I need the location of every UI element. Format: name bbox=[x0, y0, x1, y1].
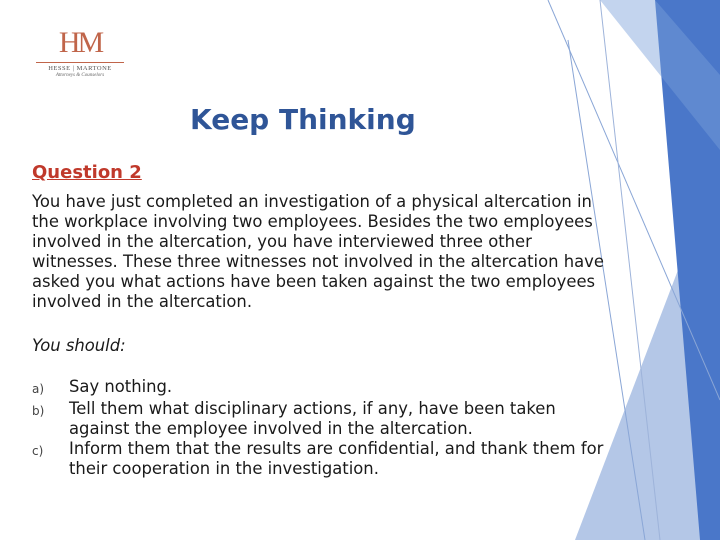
logo-firm-name: HESSE | MARTONE bbox=[36, 62, 124, 72]
option-marker: b) bbox=[32, 404, 45, 418]
question-label: Question 2 bbox=[32, 162, 142, 183]
option-marker: a) bbox=[32, 382, 45, 396]
prompt-text: You should: bbox=[32, 336, 126, 355]
option-b bbox=[32, 399, 607, 439]
option-a bbox=[32, 377, 607, 399]
logo-monogram: HM bbox=[58, 26, 102, 59]
answer-options bbox=[32, 377, 607, 479]
question-paragraph: You have just completed an investigation of a physical altercation in the workplace involving two employees. Besides the two employees involved in the altercation, you have interviewed three other witnesses. These three witnesses not involved in the altercation have asked you what actions have been taken against the two employees involved in the altercation. bbox=[32, 192, 604, 311]
slide-title: Keep Thinking bbox=[190, 103, 416, 136]
slide-body bbox=[32, 163, 607, 479]
option-text: Inform them that the results are confidential, and thank them for their cooperation in the investigation. bbox=[69, 439, 604, 478]
option-marker: c) bbox=[32, 444, 44, 458]
option-c bbox=[32, 439, 607, 479]
option-text: Tell them what disciplinary actions, if any, have been taken against the employee involved in the altercation. bbox=[69, 399, 556, 438]
option-text: Say nothing. bbox=[69, 377, 173, 396]
logo-tagline: Attorneys & Counselors bbox=[55, 73, 105, 78]
company-logo bbox=[36, 26, 124, 78]
